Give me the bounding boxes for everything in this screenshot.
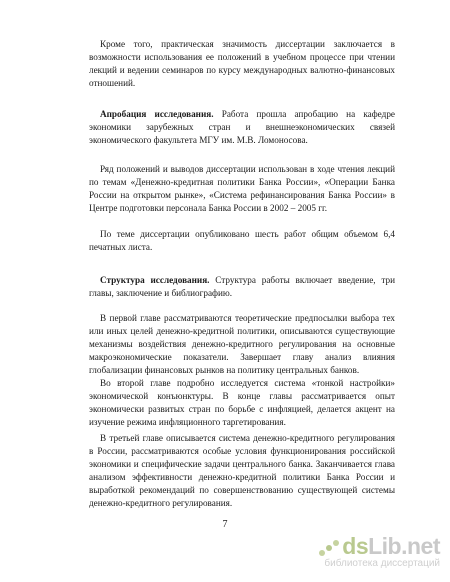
approbation-text: Работа прошла апробацию на кафедре экономики зарубежных стран и внешнеэкономических связей экономического факультета МГУ им. М.В. Ломоносова. bbox=[89, 109, 395, 145]
structure-heading: Структура исследования. bbox=[100, 275, 210, 285]
paragraph-text: В первой главе рассматриваются теоретические предпосылки выбора тех или иных целей денежно-кредитной политики, описываются существующие механизмы воздействия денежно-кредитного регулирования на основные макроэкономические показатели. Завершает главу анализ влияния глобализации финансовых рынков на политику центральных банков. bbox=[89, 313, 395, 375]
paragraph-lectures bbox=[89, 163, 395, 215]
paragraph-text: В третьей главе описывается система денежно-кредитного регулирования в России, рассматриваются особые условия функционирования российской экономики и специфические задачи центрального банка. Заканчивается глава анализом эффективности денежно-кредитной политики Банка России и выработкой рекомендаций по совершенствованию существующей системы денежно-кредитного регулирования. bbox=[89, 433, 395, 508]
paragraph-chapter-one bbox=[89, 312, 395, 377]
watermark-subtitle: библиотека диссертаций bbox=[324, 558, 440, 569]
paragraph-chapter-three bbox=[89, 432, 395, 510]
paragraph-chapter-two bbox=[89, 377, 395, 429]
page-number: 7 bbox=[222, 519, 228, 530]
paragraph-structure bbox=[89, 274, 395, 300]
watermark bbox=[320, 533, 440, 577]
paragraph-publications bbox=[89, 228, 395, 254]
paragraph-text: Во второй главе подробно исследуется система «тонкой настройки» экономической конъюнктуры. В конце главы рассматривается опыт экономически развитых стран по борьбе с инфляцией, делается акцент на изучение режима инфляционного таргетирования. bbox=[89, 378, 395, 427]
watermark-logo-icon bbox=[318, 538, 346, 558]
structure-text: Структура работы включает введение, три главы, заключение и библиографию. bbox=[89, 275, 396, 298]
paragraph-text: По теме диссертации опубликовано шесть работ общим объемом 6,4 печатных листа. bbox=[89, 229, 395, 252]
paragraph-approbation bbox=[89, 108, 395, 147]
watermark-logo: dsLib.net bbox=[342, 533, 440, 559]
approbation-heading: Апробация исследования. bbox=[100, 109, 214, 119]
paragraph-text: Ряд положений и выводов диссертации использован в ходе чтения лекций по темам «Денежно-кредитная политики Банка России», «Операции Банка России на открытом рынке», «Система рефинансирования Банка России» в Центре подготовки персонала Банка России в 2002 – 2005 гг. bbox=[89, 164, 395, 213]
paragraph-text: Кроме того, практическая значимость диссертации заключается в возможности использования ее положений в учебном процессе при чтении лекций и ведении семинаров по курсу международных валютно-финансовых отношений. bbox=[89, 39, 395, 88]
paragraph-practical-significance bbox=[89, 38, 395, 90]
